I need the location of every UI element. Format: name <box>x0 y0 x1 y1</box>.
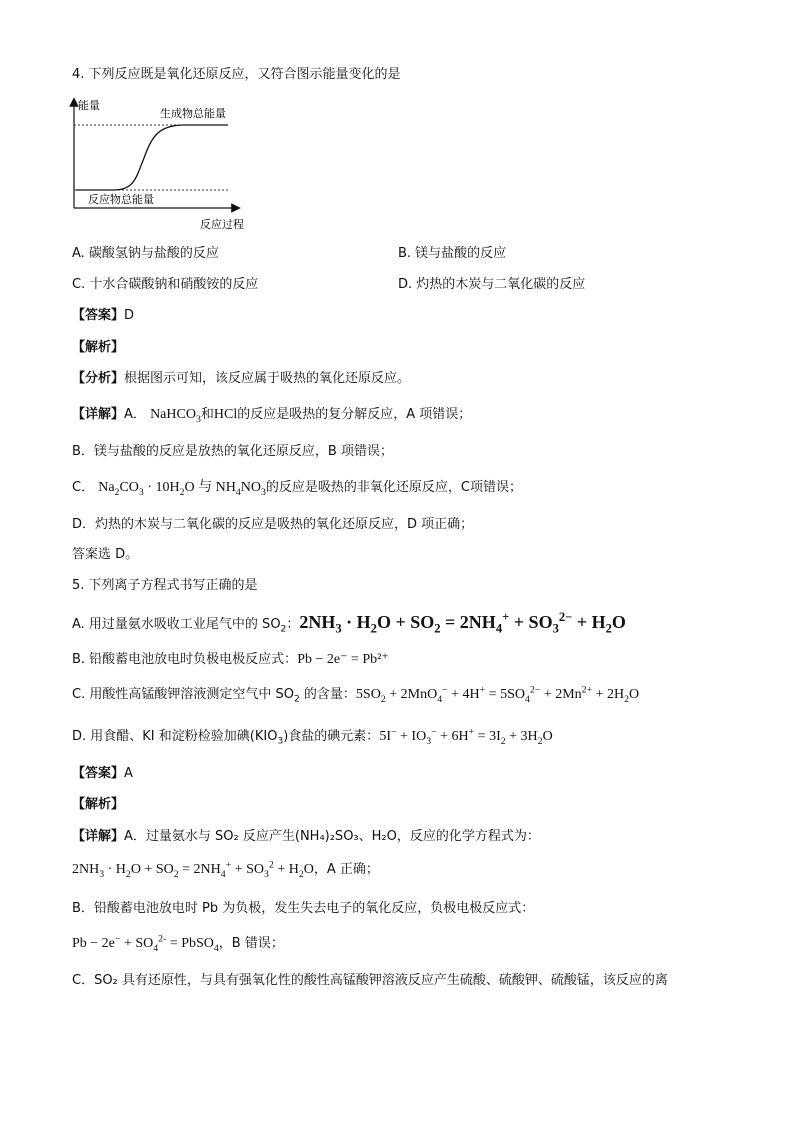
q5-analysis-tag: 【解析】 <box>72 797 125 812</box>
detail-a-mid: 和 <box>200 407 214 422</box>
q5-detail-c: C．SO₂ 具有还原性，与具有强氧化性的酸性高锰酸钾溶液反应产生硫酸、硫酸钾、硫酸锰，该反应的离 <box>72 973 668 988</box>
q5-option-c: C. 用酸性高锰酸钾溶液测定空气中 $SO_2$ 的含量：$5SO_2 + 2MnO_4^- + 4H^+ = 5SO_4^{2-} + 2Mn^{2+} + 2H_2O$ <box>72 684 640 705</box>
equation-b-detail: $Pb - 2e^- + SO_4^{2-}$ = PbSO$_4$ <box>72 933 219 954</box>
reactant-label: 反应物总能量 <box>88 193 154 206</box>
q4-option-b: B. 镁与盐酸的反应 <box>398 246 507 261</box>
q4-option-c: C. 十水合碳酸钠和硝酸铵的反应 <box>72 277 259 292</box>
y-axis-label: 能量 <box>78 99 100 112</box>
energy-curve <box>76 125 228 190</box>
answer-tag: 【答案】 <box>72 766 125 781</box>
detail-a-pre: A． <box>124 407 146 422</box>
q5-detail-b: B．铅酸蓄电池放电时 Pb 为负极，发生失去电子的氧化反应，负极电极反应式： <box>72 901 535 916</box>
q5-option-d: D. 用食醋、KI 和淀粉检验加碘$(KIO_3)$食盐的碘元素：$5I^- + IO_3^- + 6H^+ = 3I_2 + 3H_2O$ <box>72 726 553 747</box>
fenxi-text: 根据图示可知，该反应属于吸热的氧化还原反应。 <box>124 371 411 386</box>
energy-diagram <box>64 96 244 236</box>
q5-detail-b-eq: $Pb - 2e^- + SO_4^{2-}$ = PbSO$_4$，B 错误； <box>72 933 284 954</box>
formula-nahco3: NaHCO$_3$ <box>150 407 201 425</box>
q5-option-a: A. 用过量氨水吸收工业尾气中的 $SO_2$：$2NH_3 \cdot H_2O + SO_2 = 2NH_4^+ + SO_3^{2-} + H_2O$ <box>72 610 626 636</box>
q4-fenxi <box>72 370 410 388</box>
q4-answer <box>72 307 134 325</box>
fenxi-tag: 【分析】 <box>72 371 125 386</box>
q5-answer <box>72 765 133 783</box>
q4-detail-a <box>72 406 471 424</box>
answer-value: A <box>124 766 133 781</box>
equation-c: $5SO_2 + 2MnO_4^- + 4H^+ = 5SO_4^{2-} + 2Mn^{2+} + 2H_2O$ <box>355 684 640 705</box>
detail-tag: 【详解】 <box>72 407 125 422</box>
q4-option-d: D. 灼热的木炭与二氧化碳的反应 <box>398 277 586 292</box>
q5-detail-a-eq: $2NH_3 \cdot H_2O + SO_2 = 2NH_4^+ + SO_3^2 + H_2O$，A 正确； <box>72 859 379 880</box>
x-axis-label: 反应过程 <box>200 218 244 231</box>
detail-a-post: 的反应是吸热的复分解反应，A 项错误； <box>237 407 472 422</box>
q4-detail-c <box>72 479 522 497</box>
q4-detail-d: D．灼热的木炭与二氧化碳的反应是吸热的氧化还原反应，D 项正确； <box>72 517 474 532</box>
equation-d: $5I^- + IO_3^- + 6H^+ = 3I_2 + 3H_2O$ <box>379 726 553 747</box>
answer-value: D <box>124 308 135 323</box>
q4-option-a: A. 碳酸氢钠与盐酸的反应 <box>72 246 219 261</box>
equation-a: $2NH_3 \cdot H_2O + SO_2 = 2NH_4^+ + SO_3^{2-} + H_2O$ <box>299 610 626 636</box>
q5-option-b: B. 铅酸蓄电池放电时负极电极反应式：Pb − 2e⁻ = Pb²⁺ <box>72 652 389 667</box>
detail-c-pre: C． <box>72 480 95 495</box>
q5-detail-a: 【详解】A．过量氨水与 SO₂ 反应产生(NH₄)₂SO₃、H₂O，反应的化学方程式为： <box>72 829 540 844</box>
detail-tag: 【详解】 <box>72 829 125 844</box>
q4-conclusion: 答案选 D。 <box>72 547 139 562</box>
q4-stem: 4. 下列反应既是氧化还原反应，又符合图示能量变化的是 <box>72 67 401 82</box>
equation-b: Pb − 2e⁻ = Pb²⁺ <box>297 652 389 667</box>
q4-detail-b: B．镁与盐酸的反应是放热的氧化还原反应，B 项错误； <box>72 444 393 459</box>
answer-tag: 【答案】 <box>72 308 125 323</box>
detail-c-post: 的反应是吸热的非氧化还原反应，C项错误； <box>265 480 522 495</box>
q5-stem: 5. 下列离子方程式书写正确的是 <box>72 578 258 593</box>
equation-a-detail: $2NH_3 \cdot H_2O + SO_2 = 2NH_4^+ + SO_3^2 + H_2O$ <box>72 859 314 880</box>
formula-na2co3-nh4no3: $Na_2CO_3 \cdot 10H_2O$ 与 $NH_4NO_3$ <box>98 480 266 498</box>
q4-analysis-tag: 【解析】 <box>72 340 125 355</box>
formula-hcl: HCl <box>213 407 238 422</box>
product-label: 生成物总能量 <box>160 107 226 120</box>
